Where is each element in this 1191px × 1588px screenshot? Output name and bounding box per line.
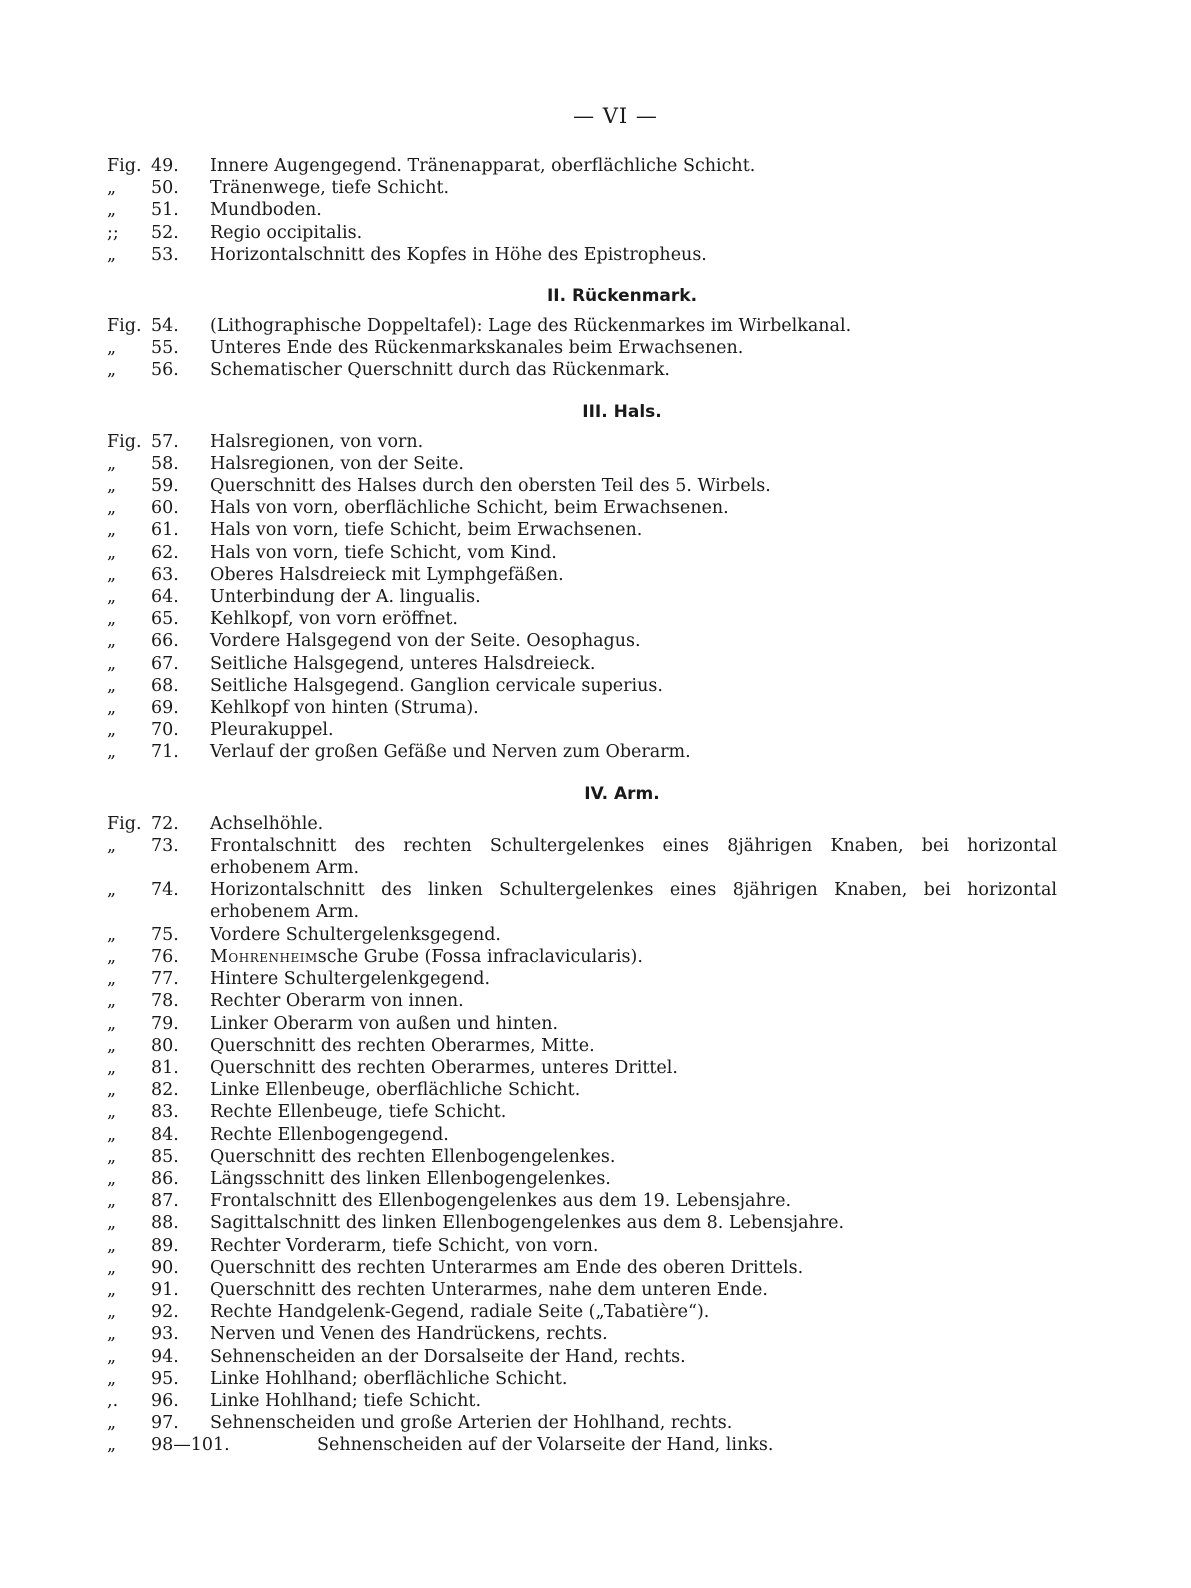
fig-caption: Hals von vorn, tiefe Schicht, beim Erwachsenen. [210, 520, 643, 541]
list-item [107, 1212, 1057, 1234]
list-item [107, 1101, 1057, 1123]
fig-prefix: „ [107, 742, 117, 763]
list-item [107, 199, 1057, 221]
fig-number: 87. [151, 1191, 179, 1212]
fig-caption: Vordere Halsgegend von der Seite. Oesophagus. [210, 631, 641, 652]
fig-number: 84. [151, 1124, 179, 1145]
list-item [107, 741, 1057, 763]
list-item [107, 337, 1057, 359]
fig-prefix: „ [107, 1346, 117, 1367]
list-item [107, 1390, 1057, 1412]
list-item [107, 1346, 1057, 1368]
fig-caption: Schematischer Querschnitt durch das Rückenmark. [210, 360, 670, 381]
list-item [107, 1323, 1057, 1345]
fig-prefix: ;; [107, 222, 119, 243]
fig-prefix: „ [107, 1057, 117, 1078]
list-item [107, 497, 1057, 519]
list-item [107, 519, 1057, 541]
fig-number: 76. [151, 946, 179, 967]
fig-number: 65. [151, 609, 179, 630]
list-item [107, 946, 1057, 968]
fig-number: 95. [151, 1368, 179, 1389]
fig-caption: Rechte Ellenbogengegend. [210, 1124, 449, 1145]
fig-number: 62. [151, 542, 179, 563]
fig-caption: Sehnenscheiden auf der Volarseite der Hand, links. [317, 1435, 774, 1456]
fig-number: 75. [151, 924, 179, 945]
fig-prefix: Fig. [107, 316, 142, 337]
list-item [107, 608, 1057, 630]
fig-number: 79. [151, 1013, 179, 1034]
list-item [107, 630, 1057, 652]
fig-caption: Horizontalschnitt des Kopfes in Höhe des Epistropheus. [210, 244, 707, 265]
fig-caption: Innere Augengegend. Tränenapparat, oberflächliche Schicht. [210, 156, 756, 176]
fig-prefix: „ [107, 1146, 117, 1167]
list-item [107, 697, 1057, 719]
fig-prefix: „ [107, 520, 117, 541]
fig-number: 53. [151, 244, 179, 265]
fig-prefix: „ [107, 969, 117, 990]
fig-caption: Kehlkopf von hinten (Struma). [210, 698, 479, 719]
fig-prefix: Fig. [107, 431, 142, 452]
fig-number: 94. [151, 1346, 179, 1367]
fig-caption: Querschnitt des rechten Ellenbogengelenkes. [210, 1146, 616, 1167]
fig-number: 68. [151, 675, 179, 696]
fig-prefix: ,. [107, 1390, 119, 1411]
fig-number: 89. [151, 1235, 179, 1256]
fig-prefix: „ [107, 1035, 117, 1056]
fig-prefix: „ [107, 835, 117, 856]
fig-caption: Nerven und Venen des Handrückens, rechts. [210, 1324, 608, 1345]
fig-prefix: „ [107, 1413, 117, 1434]
list-item [107, 1301, 1057, 1323]
fig-caption: Frontalschnitt des Ellenbogengelenkes aus dem 19. Lebensjahre. [210, 1191, 792, 1212]
list-item [107, 1168, 1057, 1190]
list-item [107, 1257, 1057, 1279]
section-arm [107, 813, 1057, 1457]
page-number: — VI — [573, 104, 658, 128]
fig-number: 90. [151, 1257, 179, 1278]
fig-number: 63. [151, 564, 179, 585]
fig-caption: Unterbindung der A. lingualis. [210, 587, 481, 608]
section-hals [107, 431, 1057, 764]
fig-caption: Oberes Halsdreieck mit Lymphgefäßen. [210, 564, 564, 585]
fig-prefix: „ [107, 542, 117, 563]
fig-caption: Frontalschnitt des rechten Schultergelenkes eines 8jährigen Knaben, bei horizontal erhobenem Arm. [210, 835, 1057, 879]
fig-caption: Seitliche Halsgegend. Ganglion cervicale superius. [210, 675, 663, 696]
fig-number: 56. [151, 360, 179, 381]
list-item [107, 835, 1057, 879]
list-item [107, 1124, 1057, 1146]
fig-number: 49. [151, 156, 179, 176]
fig-number: 98—101. [151, 1435, 230, 1456]
fig-prefix: „ [107, 178, 117, 199]
fig-caption: Linker Oberarm von außen und hinten. [210, 1013, 559, 1034]
fig-number: 61. [151, 520, 179, 541]
fig-caption: Sehnenscheiden an der Dorsalseite der Hand, rechts. [210, 1346, 686, 1367]
figure-list [107, 155, 1057, 1457]
fig-prefix: „ [107, 1191, 117, 1212]
fig-number: 78. [151, 991, 179, 1012]
fig-prefix: „ [107, 1168, 117, 1189]
fig-number: 66. [151, 631, 179, 652]
fig-caption: Unteres Ende des Rückenmarkskanales beim Erwachsenen. [210, 338, 744, 359]
section-heading-hals: III. Hals. [582, 401, 662, 422]
author-name: Mohrenheim [210, 946, 318, 967]
fig-caption: (Lithographische Doppeltafel): Lage des Rückenmarkes im Wirbelkanal. [210, 316, 852, 337]
list-item [107, 990, 1057, 1012]
fig-number: 70. [151, 720, 179, 741]
fig-number: 55. [151, 338, 179, 359]
list-item [107, 1146, 1057, 1168]
fig-prefix: „ [107, 1213, 117, 1234]
fig-caption: Querschnitt des rechten Unterarmes am Ende des oberen Drittels. [210, 1257, 804, 1278]
fig-number: 72. [151, 813, 179, 834]
list-item [107, 675, 1057, 697]
fig-prefix: „ [107, 476, 117, 497]
fig-prefix: „ [107, 1279, 117, 1300]
section-heading-rueckenmark: II. Rückenmark. [546, 286, 698, 307]
fig-caption: Rechte Ellenbeuge, tiefe Schicht. [210, 1102, 507, 1123]
fig-number: 92. [151, 1302, 179, 1323]
fig-prefix: „ [107, 1257, 117, 1278]
fig-caption: Hals von vorn, tiefe Schicht, vom Kind. [210, 542, 557, 563]
fig-number: 77. [151, 969, 179, 990]
fig-number: 85. [151, 1146, 179, 1167]
fig-caption: Rechter Vorderarm, tiefe Schicht, von vorn. [210, 1235, 599, 1256]
fig-caption: Vordere Schultergelenksgegend. [210, 924, 501, 945]
fig-prefix: „ [107, 720, 117, 741]
section-continuation [107, 155, 1057, 266]
fig-number: 59. [151, 476, 179, 497]
fig-number: 57. [151, 431, 179, 452]
fig-prefix: Fig. [107, 813, 142, 834]
fig-number: 51. [151, 200, 179, 221]
fig-prefix: „ [107, 653, 117, 674]
fig-caption: Sagittalschnitt des linken Ellenbogengelenkes aus dem 8. Lebensjahre. [210, 1213, 845, 1234]
list-item [107, 719, 1057, 741]
fig-caption: Linke Hohlhand; tiefe Schicht. [210, 1390, 482, 1411]
list-item [107, 586, 1057, 608]
fig-caption: Querschnitt des Halses durch den obersten Teil des 5. Wirbels. [210, 476, 771, 497]
fig-prefix: „ [107, 338, 117, 359]
fig-prefix: „ [107, 1324, 117, 1345]
fig-caption: Längsschnitt des linken Ellenbogengelenkes. [210, 1168, 611, 1189]
list-item [107, 1368, 1057, 1390]
fig-number: 80. [151, 1035, 179, 1056]
fig-caption: Seitliche Halsgegend, unteres Halsdreieck. [210, 653, 596, 674]
fig-number: 93. [151, 1324, 179, 1345]
fig-number: 71. [151, 742, 179, 763]
fig-prefix: „ [107, 244, 117, 265]
section-rueckenmark [107, 315, 1057, 382]
fig-prefix: „ [107, 609, 117, 630]
fig-caption: Querschnitt des rechten Oberarmes, Mitte. [210, 1035, 595, 1056]
list-item [107, 564, 1057, 586]
fig-caption: Hals von vorn, oberflächliche Schicht, beim Erwachsenen. [210, 498, 729, 519]
fig-number: 67. [151, 653, 179, 674]
list-item [107, 879, 1057, 923]
list-item [107, 222, 1057, 244]
fig-prefix: „ [107, 946, 117, 967]
fig-number: 96. [151, 1390, 179, 1411]
list-item [107, 244, 1057, 266]
list-item [107, 1057, 1057, 1079]
fig-number: 52. [151, 222, 179, 243]
fig-prefix: „ [107, 1013, 117, 1034]
list-item [107, 155, 1057, 177]
fig-caption: Querschnitt des rechten Unterarmes, nahe dem unteren Ende. [210, 1279, 768, 1300]
fig-prefix: „ [107, 498, 117, 519]
list-item [107, 1079, 1057, 1101]
fig-prefix: „ [107, 360, 117, 381]
list-item [107, 453, 1057, 475]
list-item [107, 315, 1057, 337]
fig-caption: Halsregionen, von vorn. [210, 431, 424, 452]
fig-prefix: „ [107, 924, 117, 945]
list-item [107, 1412, 1057, 1434]
fig-prefix: „ [107, 1102, 117, 1123]
list-item [107, 924, 1057, 946]
fig-prefix: „ [107, 1080, 117, 1101]
list-item [107, 1035, 1057, 1057]
fig-prefix: „ [107, 1235, 117, 1256]
list-item [107, 542, 1057, 564]
fig-prefix: „ [107, 587, 117, 608]
list-item [107, 431, 1057, 453]
fig-caption: Querschnitt des rechten Oberarmes, unteres Drittel. [210, 1057, 678, 1078]
fig-number: 64. [151, 587, 179, 608]
fig-caption: Rechte Handgelenk-Gegend, radiale Seite („Tabatière“). [210, 1302, 710, 1323]
fig-caption: Kehlkopf, von vorn eröffnet. [210, 609, 458, 630]
fig-caption: Mundboden. [210, 200, 322, 221]
fig-number: 58. [151, 453, 179, 474]
fig-number: 86. [151, 1168, 179, 1189]
fig-number: 74. [151, 880, 179, 901]
list-item [107, 1235, 1057, 1257]
fig-caption: Linke Hohlhand; oberflächliche Schicht. [210, 1368, 568, 1389]
list-item [107, 1013, 1057, 1035]
fig-caption: Verlauf der großen Gefäße und Nerven zum Oberarm. [210, 742, 691, 763]
fig-prefix: Fig. [107, 156, 142, 176]
list-item [107, 177, 1057, 199]
list-item [107, 359, 1057, 381]
fig-prefix: „ [107, 1368, 117, 1389]
fig-prefix: „ [107, 991, 117, 1012]
fig-prefix: „ [107, 564, 117, 585]
fig-prefix: „ [107, 631, 117, 652]
fig-caption: Rechter Oberarm von innen. [210, 991, 464, 1012]
list-item [107, 1279, 1057, 1301]
list-item [107, 475, 1057, 497]
fig-prefix: „ [107, 675, 117, 696]
fig-caption: Sehnenscheiden und große Arterien der Hohlhand, rechts. [210, 1413, 733, 1434]
fig-prefix: „ [107, 453, 117, 474]
fig-number: 60. [151, 498, 179, 519]
fig-prefix: „ [107, 200, 117, 221]
list-item [107, 968, 1057, 990]
fig-number: 83. [151, 1102, 179, 1123]
fig-prefix: „ [107, 1124, 117, 1145]
fig-number: 50. [151, 178, 179, 199]
fig-number: 81. [151, 1057, 179, 1078]
fig-caption: Halsregionen, von der Seite. [210, 453, 464, 474]
section-heading-arm: IV. Arm. [584, 783, 660, 804]
list-item [107, 1190, 1057, 1212]
fig-caption [210, 946, 1057, 968]
fig-caption: Regio occipitalis. [210, 222, 363, 243]
fig-prefix: „ [107, 880, 117, 901]
fig-number: 54. [151, 316, 179, 337]
fig-number: 91. [151, 1279, 179, 1300]
fig-prefix: „ [107, 1435, 117, 1456]
fig-number: 69. [151, 698, 179, 719]
fig-caption-rest: sche Grube (Fossa infraclavicularis). [317, 946, 643, 967]
fig-prefix: „ [107, 698, 117, 719]
fig-caption: Pleurakuppel. [210, 720, 334, 741]
fig-number: 88. [151, 1213, 179, 1234]
list-item [107, 653, 1057, 675]
fig-caption: Horizontalschnitt des linken Schultergelenkes eines 8jährigen Knaben, bei horizontal erhobenem Arm. [210, 880, 1057, 923]
fig-prefix: „ [107, 1302, 117, 1323]
fig-caption: Linke Ellenbeuge, oberflächliche Schicht. [210, 1080, 581, 1101]
list-item [107, 813, 1057, 835]
fig-number: 82. [151, 1080, 179, 1101]
list-item [107, 1434, 1057, 1456]
fig-number: 73. [151, 835, 179, 856]
fig-caption: Hintere Schultergelenkgegend. [210, 969, 491, 990]
fig-caption: Achselhöhle. [210, 813, 324, 834]
fig-number: 97. [151, 1413, 179, 1434]
fig-caption: Tränenwege, tiefe Schicht. [210, 178, 450, 199]
